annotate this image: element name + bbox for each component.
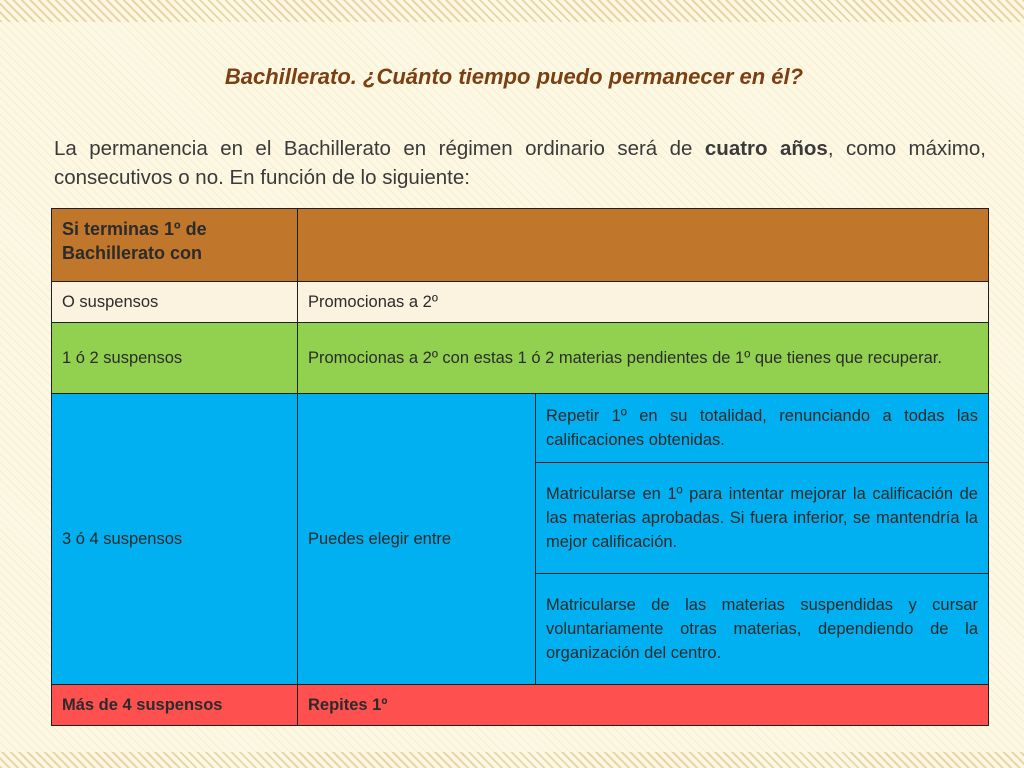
table-row (52, 685, 989, 726)
intro-paragraph (54, 134, 986, 192)
intro-text-start: La permanencia en el Bachillerato en régimen ordinario será de (54, 137, 705, 160)
decorative-top-band (0, 0, 1024, 22)
decorative-bottom-band (0, 752, 1024, 768)
table-row (52, 394, 989, 463)
result-cell: Promocionas a 2º (298, 282, 989, 323)
condition-cell: Más de 4 suspensos (52, 685, 298, 726)
result-cell: Promocionas a 2º con estas 1 ó 2 materias pendientes de 1º que tienes que recuperar. (298, 323, 989, 394)
header-cell-condition: Si terminas 1º de Bachillerato con (52, 209, 298, 282)
condition-cell: 1 ó 2 suspensos (52, 323, 298, 394)
intro-text-bold: cuatro años (704, 137, 828, 160)
permanence-table (51, 208, 989, 726)
slide-title: Bachillerato. ¿Cuánto tiempo puedo permanecer en él? (224, 64, 804, 89)
result-cell: Puedes elegir entre (298, 394, 536, 685)
table-header-row (52, 209, 989, 282)
option-cell: Matricularse de las materias suspendidas y cursar voluntariamente otras materias, dependiendo de la organización del centro. (536, 574, 989, 685)
option-cell: Repetir 1º en su totalidad, renunciando a todas las calificaciones obtenidas. (536, 394, 989, 463)
condition-cell: 3 ó 4 suspensos (52, 394, 298, 685)
table-row (52, 282, 989, 323)
table-row (52, 323, 989, 394)
option-cell: Matricularse en 1º para intentar mejorar la calificación de las materias aprobadas. Si fuera inferior, se mantendría la mejor calificación. (536, 463, 989, 574)
condition-cell: O suspensos (52, 282, 298, 323)
header-cell-result (298, 209, 989, 282)
intro-text-end: , como máximo, consecutivos o no. En función de lo siguiente: (54, 137, 986, 189)
result-cell: Repites 1º (298, 685, 989, 726)
